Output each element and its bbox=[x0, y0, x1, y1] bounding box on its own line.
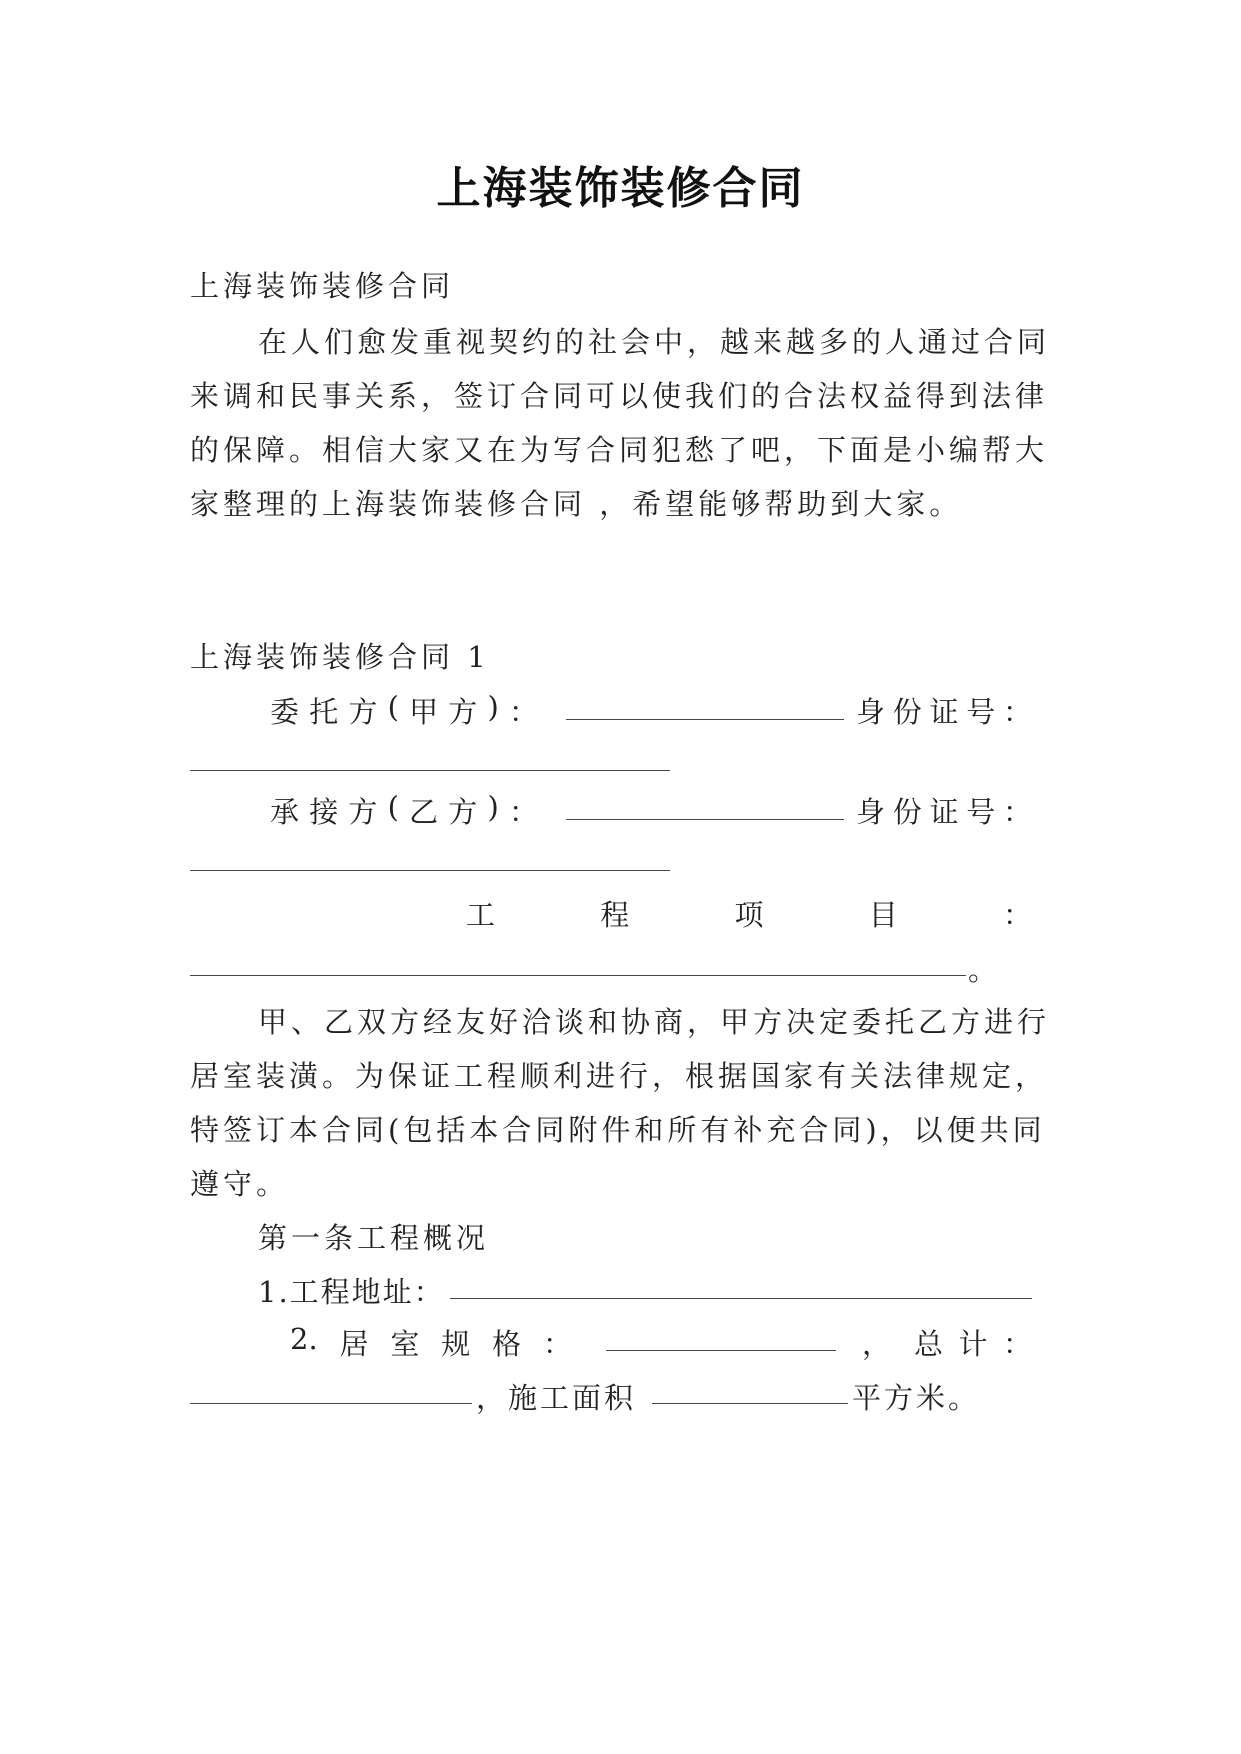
body-line-2: 居室装潢。为保证工程顺利进行，根据国家有关法律规定， bbox=[190, 1059, 1049, 1093]
body-line-3: 特签订本合同(包括本合同附件和所有补充合同)，以便共同 bbox=[190, 1113, 1046, 1147]
document-title: 上海装饰装修合同 bbox=[436, 163, 805, 214]
party-b-name-blank[interactable] bbox=[566, 819, 844, 820]
item-2-area-blank[interactable] bbox=[652, 1403, 848, 1404]
item-2-area-prefix: ，施工面积 bbox=[476, 1381, 637, 1415]
project-end: 。 bbox=[968, 953, 998, 987]
party-a-id-label: 身 份 证 号 ： bbox=[856, 695, 1032, 729]
intro-line-1: 在人们愈发重视契约的社会中，越来越多的人通过合同 bbox=[258, 325, 1051, 359]
article-1-title: 第一条工程概况 bbox=[258, 1221, 490, 1255]
intro-line-4: 家整理的上海装饰装修合同 ，希望能够帮助到大家。 bbox=[190, 487, 963, 521]
party-a-name-blank[interactable] bbox=[566, 719, 844, 720]
project-label: 工 程 项 目 ： bbox=[466, 898, 1032, 932]
item-2-total-blank[interactable] bbox=[190, 1403, 472, 1404]
item-1-label: 1.工程地址： bbox=[258, 1275, 445, 1309]
party-b-label: 承 接 方 ( 乙 方 ) ： bbox=[270, 790, 538, 829]
intro-line-3: 的保障。相信大家又在为写合同犯愁了吧，下面是小编帮大 bbox=[190, 433, 1049, 467]
intro-line-2: 来调和民事关系，签订合同可以使我们的合法权益得到法律 bbox=[190, 379, 1049, 413]
item-2-total-label: 总 计 ： bbox=[914, 1327, 1032, 1361]
document-subtitle: 上海装饰装修合同 bbox=[190, 269, 455, 303]
item-1-address-blank[interactable] bbox=[450, 1298, 1032, 1299]
item-2-comma: ， bbox=[862, 1327, 892, 1361]
party-a-label: 委 托 方 ( 甲 方 ) ： bbox=[270, 690, 538, 729]
item-2-spec-blank[interactable] bbox=[606, 1350, 836, 1351]
section-title: 上海装饰装修合同 1 bbox=[190, 640, 490, 674]
project-blank[interactable] bbox=[190, 975, 966, 976]
item-2-area-suffix: 平方米。 bbox=[852, 1381, 981, 1415]
item-2-label: 2. 居 室 规 格 ： bbox=[290, 1322, 572, 1361]
party-a-id-blank[interactable] bbox=[190, 770, 670, 771]
body-line-4: 遵守。 bbox=[190, 1167, 290, 1201]
party-b-id-label: 身 份 证 号 ： bbox=[856, 795, 1032, 829]
body-line-1: 甲、乙双方经友好洽谈和协商，甲方决定委托乙方进行 bbox=[258, 1005, 1051, 1039]
party-b-id-blank[interactable] bbox=[190, 870, 670, 871]
